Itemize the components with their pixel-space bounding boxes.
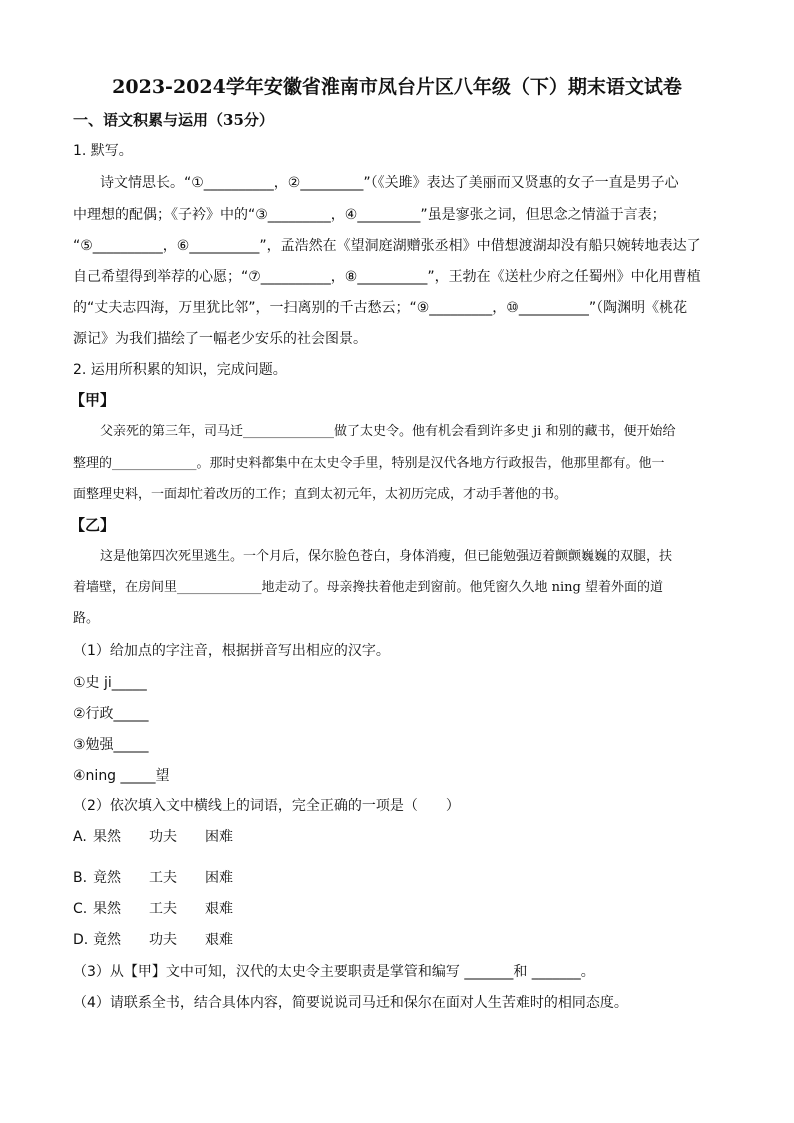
passage-yi-line: 着墙壁，在房间里_____________地走动了。母亲搀扶着他走到窗前。他凭窗久久地 ning 望着外面的道 <box>73 580 663 595</box>
q1-line: 诗文情思长。“①__________，②_________”（《关雎》表达了美丽而又贤惠的女子一直是男子心 <box>100 175 679 191</box>
sub-question-2: （2）依次填入文中横线上的词语，完全正确的一项是（ ） <box>73 798 460 814</box>
option-word: 功夫 <box>149 829 177 845</box>
option-word: 竟然 <box>93 870 121 886</box>
option-word: 功夫 <box>149 932 177 948</box>
passage-yi-line: 路。 <box>73 611 100 626</box>
option-b <box>73 868 233 888</box>
option-word: 艰难 <box>205 932 233 948</box>
q1-line: 源记》为我们描绘了一幅老少安乐的社会图景。 <box>73 331 367 347</box>
sub-item: ②行政_____ <box>73 706 149 722</box>
passage-jia-line: 整理的_____________。那时史料都集中在太史令手里，特别是汉代各地方行政报告，他那里都有。他一 <box>73 456 665 471</box>
section-heading: 一、语文积累与运用（35分） <box>73 111 274 129</box>
sub-item: ①史 ji_____ <box>73 675 147 691</box>
option-label: D. <box>73 932 89 948</box>
sub-question-3: （3）从【甲】文中可知，汉代的太史令主要职责是掌管和编写 _______和 _______。 <box>73 964 595 980</box>
option-a <box>73 827 233 847</box>
question-2-number: 2. 运用所积累的知识，完成问题。 <box>73 362 287 378</box>
passage-yi-line: 这是他第四次死里逃生。一个月后，保尔脸色苍白，身体消瘦，但已能勉强迈着颤颤巍巍的双腿，扶 <box>100 549 673 564</box>
passage-yi-label: 【乙】 <box>70 516 116 534</box>
option-label: A. <box>73 829 87 845</box>
option-c <box>73 899 233 919</box>
question-1-number: 1. 默写。 <box>73 143 133 159</box>
q1-line: 的“丈夫志四海，万里犹比邻”，一扫离别的千古愁云；“⑨_________，⑩__________”（陶渊明《桃花 <box>73 300 688 316</box>
sub-question-1: （1）给加点的字注音，根据拼音写出相应的汉字。 <box>73 643 390 659</box>
page-title: 2023-2024学年安徽省淮南市凤台片区八年级（下）期末语文试卷 <box>112 76 682 98</box>
q1-line: 自己希望得到举荐的心愿；“⑦__________，⑧__________”，王勃在《送杜少府之任蜀州》中化用曹植 <box>73 269 701 285</box>
option-word: 果然 <box>93 901 121 917</box>
sub-item: ④ning _____望 <box>73 768 170 784</box>
passage-jia-line: 父亲死的第三年，司马迁______________做了太史令。他有机会看到许多史 ji 和别的藏书，便开始给 <box>100 424 676 439</box>
option-word: 竟然 <box>93 932 121 948</box>
option-word: 艰难 <box>205 901 233 917</box>
option-word: 困难 <box>205 870 233 886</box>
q1-line: 中理想的配偶；《子衿》中的“③_________，④_________”虽是寥张之词，但思念之情溢于言表； <box>73 207 666 223</box>
option-word: 困难 <box>205 829 233 845</box>
passage-jia-line: 面整理史料，一面却忙着改历的工作；直到太初元年，太初历完成，才动手著他的书。 <box>73 487 568 502</box>
option-label: C. <box>73 901 88 917</box>
option-word: 工夫 <box>149 870 177 886</box>
sub-question-4: （4）请联系全书，结合具体内容，简要说说司马迁和保尔在面对人生苦难时的相同态度。 <box>73 995 628 1011</box>
option-word: 果然 <box>93 829 121 845</box>
option-d <box>73 930 233 950</box>
passage-jia-label: 【甲】 <box>70 391 116 409</box>
q1-line: “⑤__________，⑥__________”，孟浩然在《望洞庭湖赠张丞相》中借想渡湖却没有船只婉转地表达了 <box>73 238 701 254</box>
sub-item: ③勉强_____ <box>73 737 149 753</box>
option-word: 工夫 <box>149 901 177 917</box>
option-label: B. <box>73 870 88 886</box>
